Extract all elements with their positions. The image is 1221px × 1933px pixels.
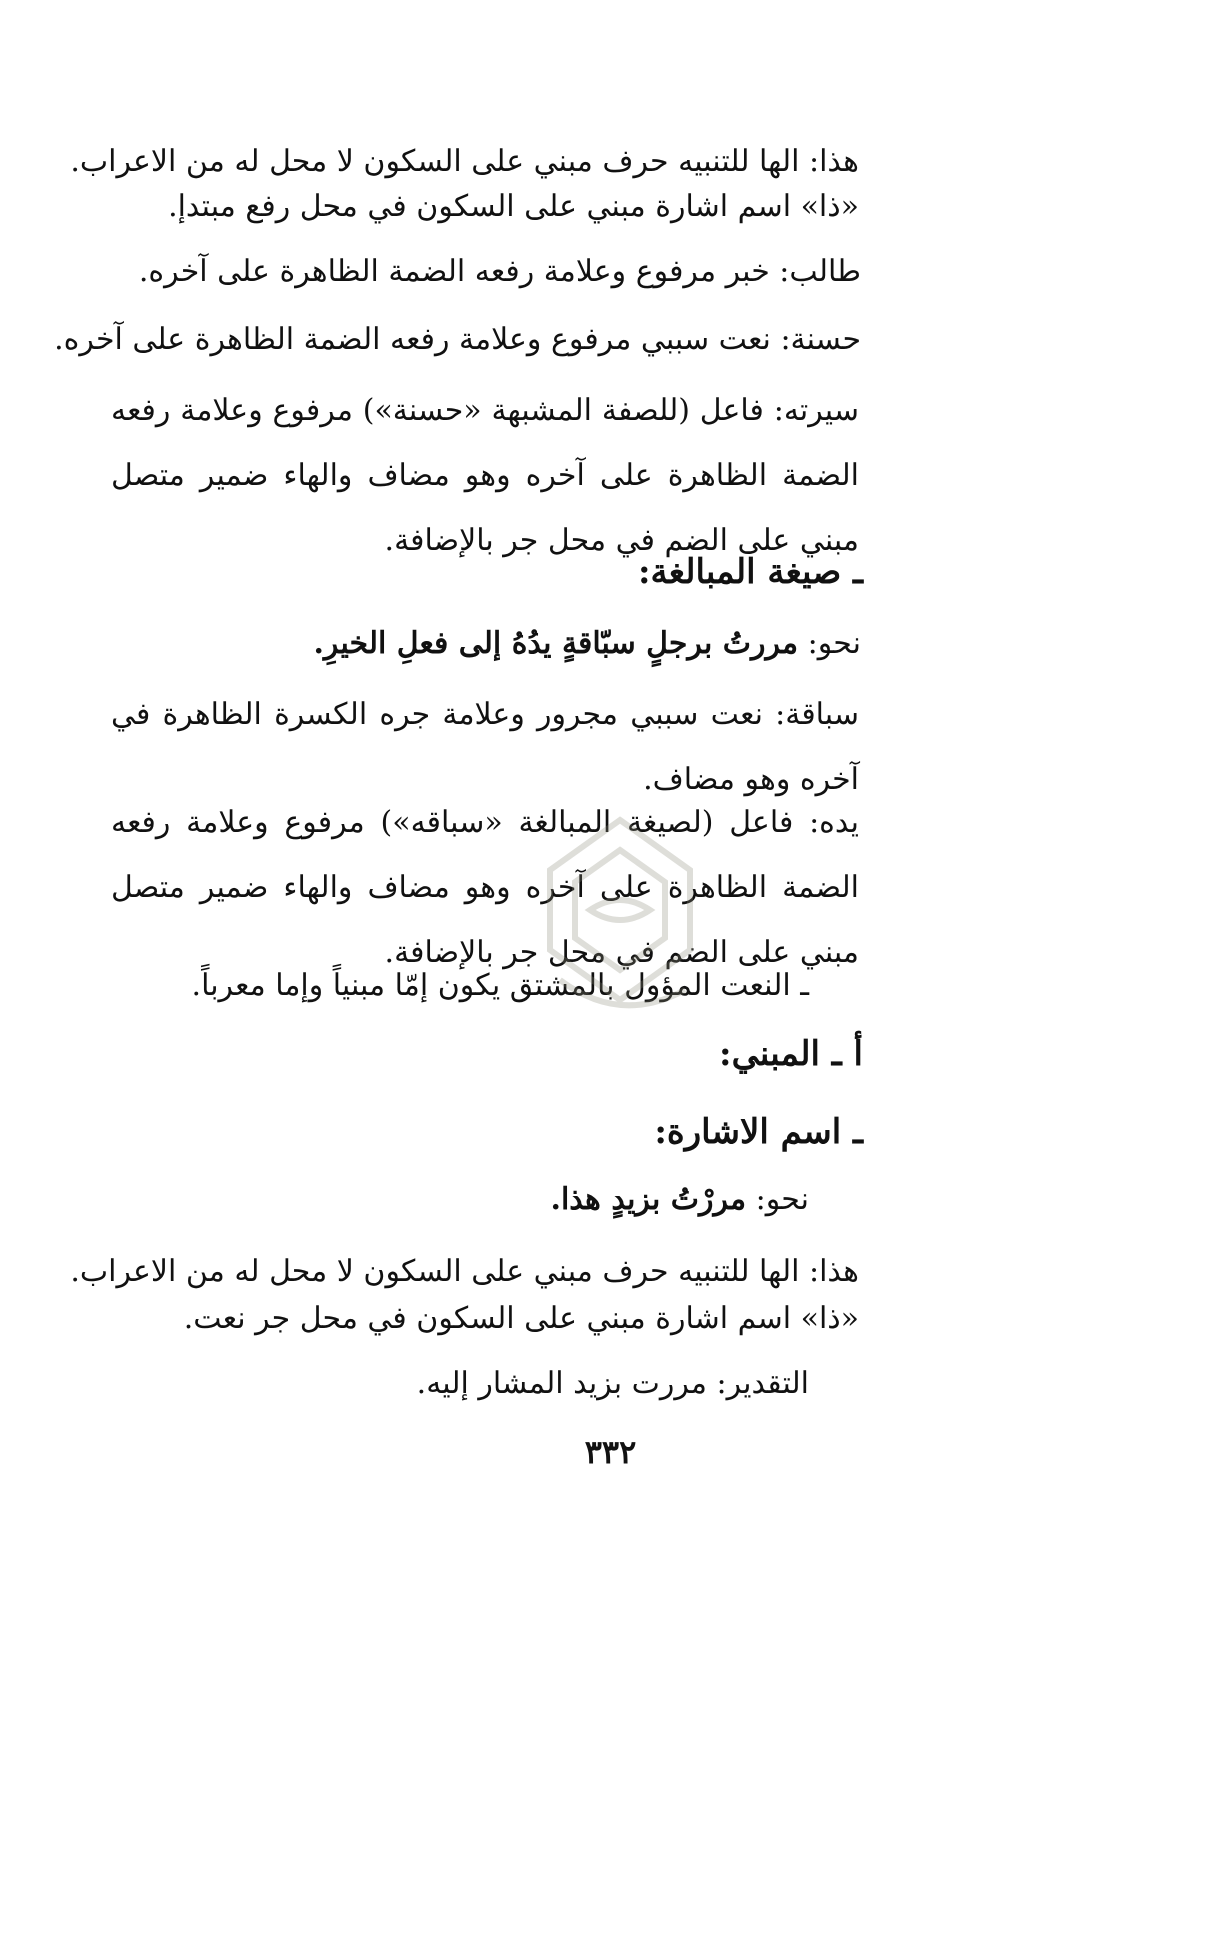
example-sentence: مررْتُ بزيدٍ هذا. — [550, 1182, 747, 1217]
paragraph: سيرته: فاعل (للصفة المشبهة «حسنة») مرفوع وعلامة رفعه الضمة الظاهرة على آخره وهو مضاف والهاء ضمير متصل مبني على الضم في محل جر بالإضافة. — [111, 393, 859, 558]
example-line — [313, 622, 861, 666]
text-line: هذا: الها للتنبيه حرف مبني على السكون لا محل له من الاعراب. — [70, 1254, 859, 1289]
page-number: ٣٣٢ — [584, 1433, 637, 1471]
text-line: هذا: الها للتنبيه حرف مبني على السكون لا محل له من الاعراب. — [70, 144, 859, 179]
paragraph: يده: فاعل (لصيغة المبالغة «سباقه») مرفوع وعلامة رفعه الضمة الظاهرة على آخره وهو مضاف والهاء ضمير متصل مبني على الضم في محل جر بالإضافة. — [111, 805, 859, 970]
text-line: التقدير: مررت بزيد المشار إليه. — [416, 1366, 809, 1401]
text-line: «ذا» اسم اشارة مبني على السكون في محل جر نعت. — [183, 1301, 859, 1336]
text-line: «ذا» اسم اشارة مبني على السكون في محل رفع مبتدإ. — [168, 189, 859, 224]
text-line: ـ النعت المؤول بالمشتق يكون إمّا مبنياً وإما معرباً. — [191, 968, 809, 1003]
example-line — [551, 1178, 809, 1222]
example-prefix: نحو: — [807, 626, 861, 661]
section-heading: ـ صيغة المبالغة: — [637, 552, 863, 592]
paragraph: سباقة: نعت سببي مجرور وعلامة جره الكسرة الظاهرة في آخره وهو مضاف. — [111, 697, 859, 797]
example-sentence: مررتُ برجلٍ سبّاقةٍ يدُهُ إلى فعلِ الخيرِ. — [313, 626, 799, 661]
text-line: طالب: خبر مرفوع وعلامة رفعه الضمة الظاهرة على آخره. — [138, 254, 861, 289]
text-line: حسنة: نعت سببي مرفوع وعلامة رفعه الضمة الظاهرة على آخره. — [54, 322, 861, 357]
example-prefix: نحو: — [755, 1182, 809, 1217]
library-emblem-watermark-icon — [520, 810, 720, 1030]
section-heading: ـ اسم الاشارة: — [654, 1112, 863, 1152]
section-heading: أ ـ المبني: — [719, 1034, 863, 1074]
